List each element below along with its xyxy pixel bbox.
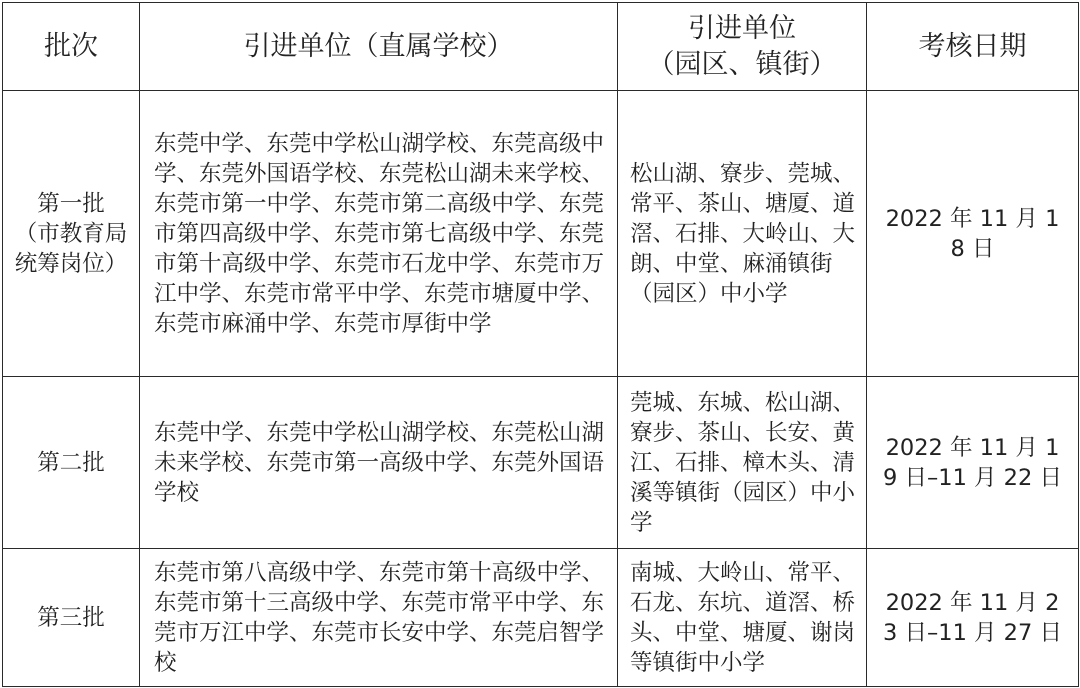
header-area-units: 引进单位 （园区、镇街） <box>618 3 867 91</box>
cell-batch: 第三批 <box>3 549 140 687</box>
cell-exam-date: 2022 年 11 月 18 日 <box>867 91 1079 377</box>
cell-area-units: 南城、大岭山、常平、石龙、东坑、道滘、桥头、中堂、塘厦、谢岗等镇街中小学 <box>618 549 867 687</box>
cell-direct-units: 东莞中学、东莞中学松山湖学校、东莞松山湖未来学校、东莞市第一高级中学、东莞外国语学校 <box>140 377 618 549</box>
cell-area-units: 莞城、东城、松山湖、寮步、茶山、长安、黄江、石排、樟木头、清溪等镇街（园区）中小学 <box>618 377 867 549</box>
cell-batch: 第一批 （市教育局统筹岗位） <box>3 91 140 377</box>
cell-exam-date: 2022 年 11 月 23 日–11 月 27 日 <box>867 549 1079 687</box>
table-row <box>3 377 1079 549</box>
header-direct-units: 引进单位（直属学校） <box>140 3 618 91</box>
table-header-row <box>3 3 1079 91</box>
table-row <box>3 549 1079 687</box>
header-batch: 批次 <box>3 3 140 91</box>
cell-area-units: 松山湖、寮步、莞城、常平、茶山、塘厦、道滘、石排、大岭山、大朗、中堂、麻涌镇街（园区）中小学 <box>618 91 867 377</box>
cell-exam-date: 2022 年 11 月 19 日–11 月 22 日 <box>867 377 1079 549</box>
cell-batch: 第二批 <box>3 377 140 549</box>
header-exam-date: 考核日期 <box>867 3 1079 91</box>
recruitment-schedule-table <box>2 2 1079 687</box>
cell-direct-units: 东莞中学、东莞中学松山湖学校、东莞高级中学、东莞外国语学校、东莞松山湖未来学校、东莞市第一中学、东莞市第二高级中学、东莞市第四高级中学、东莞市第七高级中学、东莞市第十高级中学、东莞市石龙中学、东莞市万江中学、东莞市常平中学、东莞市塘厦中学、东莞市麻涌中学、东莞市厚街中学 <box>140 91 618 377</box>
table-row <box>3 91 1079 377</box>
cell-direct-units: 东莞市第八高级中学、东莞市第十高级中学、东莞市第十三高级中学、东莞市常平中学、东莞市万江中学、东莞市长安中学、东莞启智学校 <box>140 549 618 687</box>
